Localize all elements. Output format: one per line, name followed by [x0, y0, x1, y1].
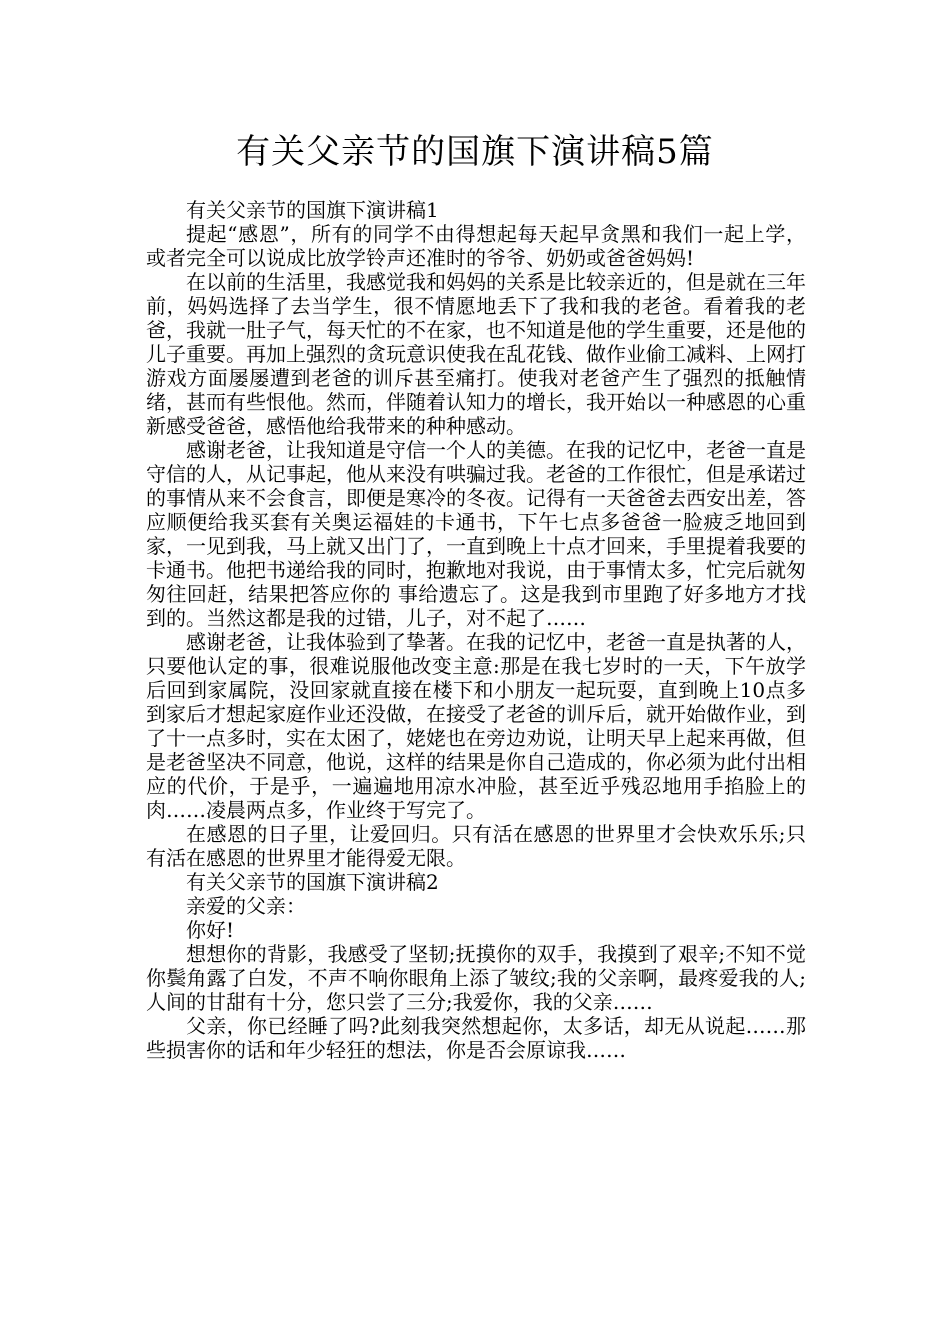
- section-heading-2: 有关父亲节的国旗下演讲稿2: [186, 870, 439, 894]
- paragraph-trust: 感谢老爸，让我知道是守信一个人的美德。在我的记忆中，老爸一直是守信的人，从记事起，他从来没有哄骗过我。老爸的工作很忙，但是承诺过的事情从来不会食言，即便是寒冷的冬夜。记得有一天爸爸去西安出差，答应顺便给我买套有关奥运福娃的卡通书，下午七点多爸爸一脸疲乏地回到家，一见到我，马上就又出门了，一直到晚上十点才回来，手里提着我要的卡通书。他把书递给我的同时，抱歉地对我说，由于事情太多，忙完后就匆匆往回赶，结果把答应你的 事给遗忘了。这是我到市里跑了好多地方才找到的。当然这都是我的过错，儿子，对不起了……: [146, 438, 806, 630]
- paragraph-father-asleep: 父亲，你已经睡了吗?此刻我突然想起你，太多话，却无从说起……那些损害你的话和年少轻狂的想法，你是否会原谅我……: [146, 1014, 806, 1062]
- paragraph-intro: 提起“感恩”，所有的同学不由得想起每天起早贪黑和我们一起上学，或者完全可以说成比放学铃声还准时的爷爷、奶奶或爸爸妈妈!: [146, 222, 806, 270]
- letter-greeting: 你好!: [186, 918, 235, 942]
- paragraph-persistence: 感谢老爸，让我体验到了挚著。在我的记忆中，老爸一直是执著的人，只要他认定的事，很难说服他改变主意:那是在我七岁时的一天，下午放学后回到家属院，没回家就直接在楼下和小朋友一起玩耍，直到晚上10点多到家后才想起家庭作业还没做，在接受了老爸的训斥后，就开始做作业，到了十一点多时，实在太困了，姥姥也在旁边劝说，让明天早上起来再做，但是老爸坚决不同意，他说，这样的结果是你自己造成的，你必须为此付出相应的代价，于是乎，一遍遍地用凉水冲脸，甚至近乎残忍地用手掐脸上的肉……凌晨两点多，作业终于写完了。: [146, 630, 806, 822]
- paragraph-past-life: 在以前的生活里，我感觉我和妈妈的关系是比较亲近的，但是就在三年前，妈妈选择了去当学生，很不情愿地丢下了我和我的老爸。看着我的老爸，我就一肚子气，每天忙的不在家，也不知道是他的学生重要，还是他的儿子重要。再加上强烈的贪玩意识使我在乱花钱、做作业偷工减料、上网打游戏方面屡屡遭到老爸的训斥甚至痛打。使我对老爸产生了强烈的抵触情绪，甚而有些恨他。然而，伴随着认知力的增长，我开始以一种感恩的心重新感受爸爸，感悟他给我带来的种种感动。: [146, 270, 806, 438]
- paragraph-gratitude: 在感恩的日子里，让爱回归。只有活在感恩的世界里才会快欢乐乐;只有活在感恩的世界里才能得爱无限。: [146, 822, 806, 870]
- document-body: [146, 198, 806, 1062]
- paragraph-father-back: 想想你的背影，我感受了坚韧;抚摸你的双手，我摸到了艰辛;不知不觉你鬓角露了白发，不声不响你眼角上添了皱纹;我的父亲啊，最疼爱我的人;人间的甘甜有十分，您只尝了三分;我爱你，我的父亲……: [146, 942, 806, 1014]
- document-title: 有关父亲节的国旗下演讲稿5篇: [236, 132, 714, 172]
- section-heading-1: 有关父亲节的国旗下演讲稿1: [186, 198, 439, 222]
- letter-salutation: 亲爱的父亲：: [186, 894, 306, 918]
